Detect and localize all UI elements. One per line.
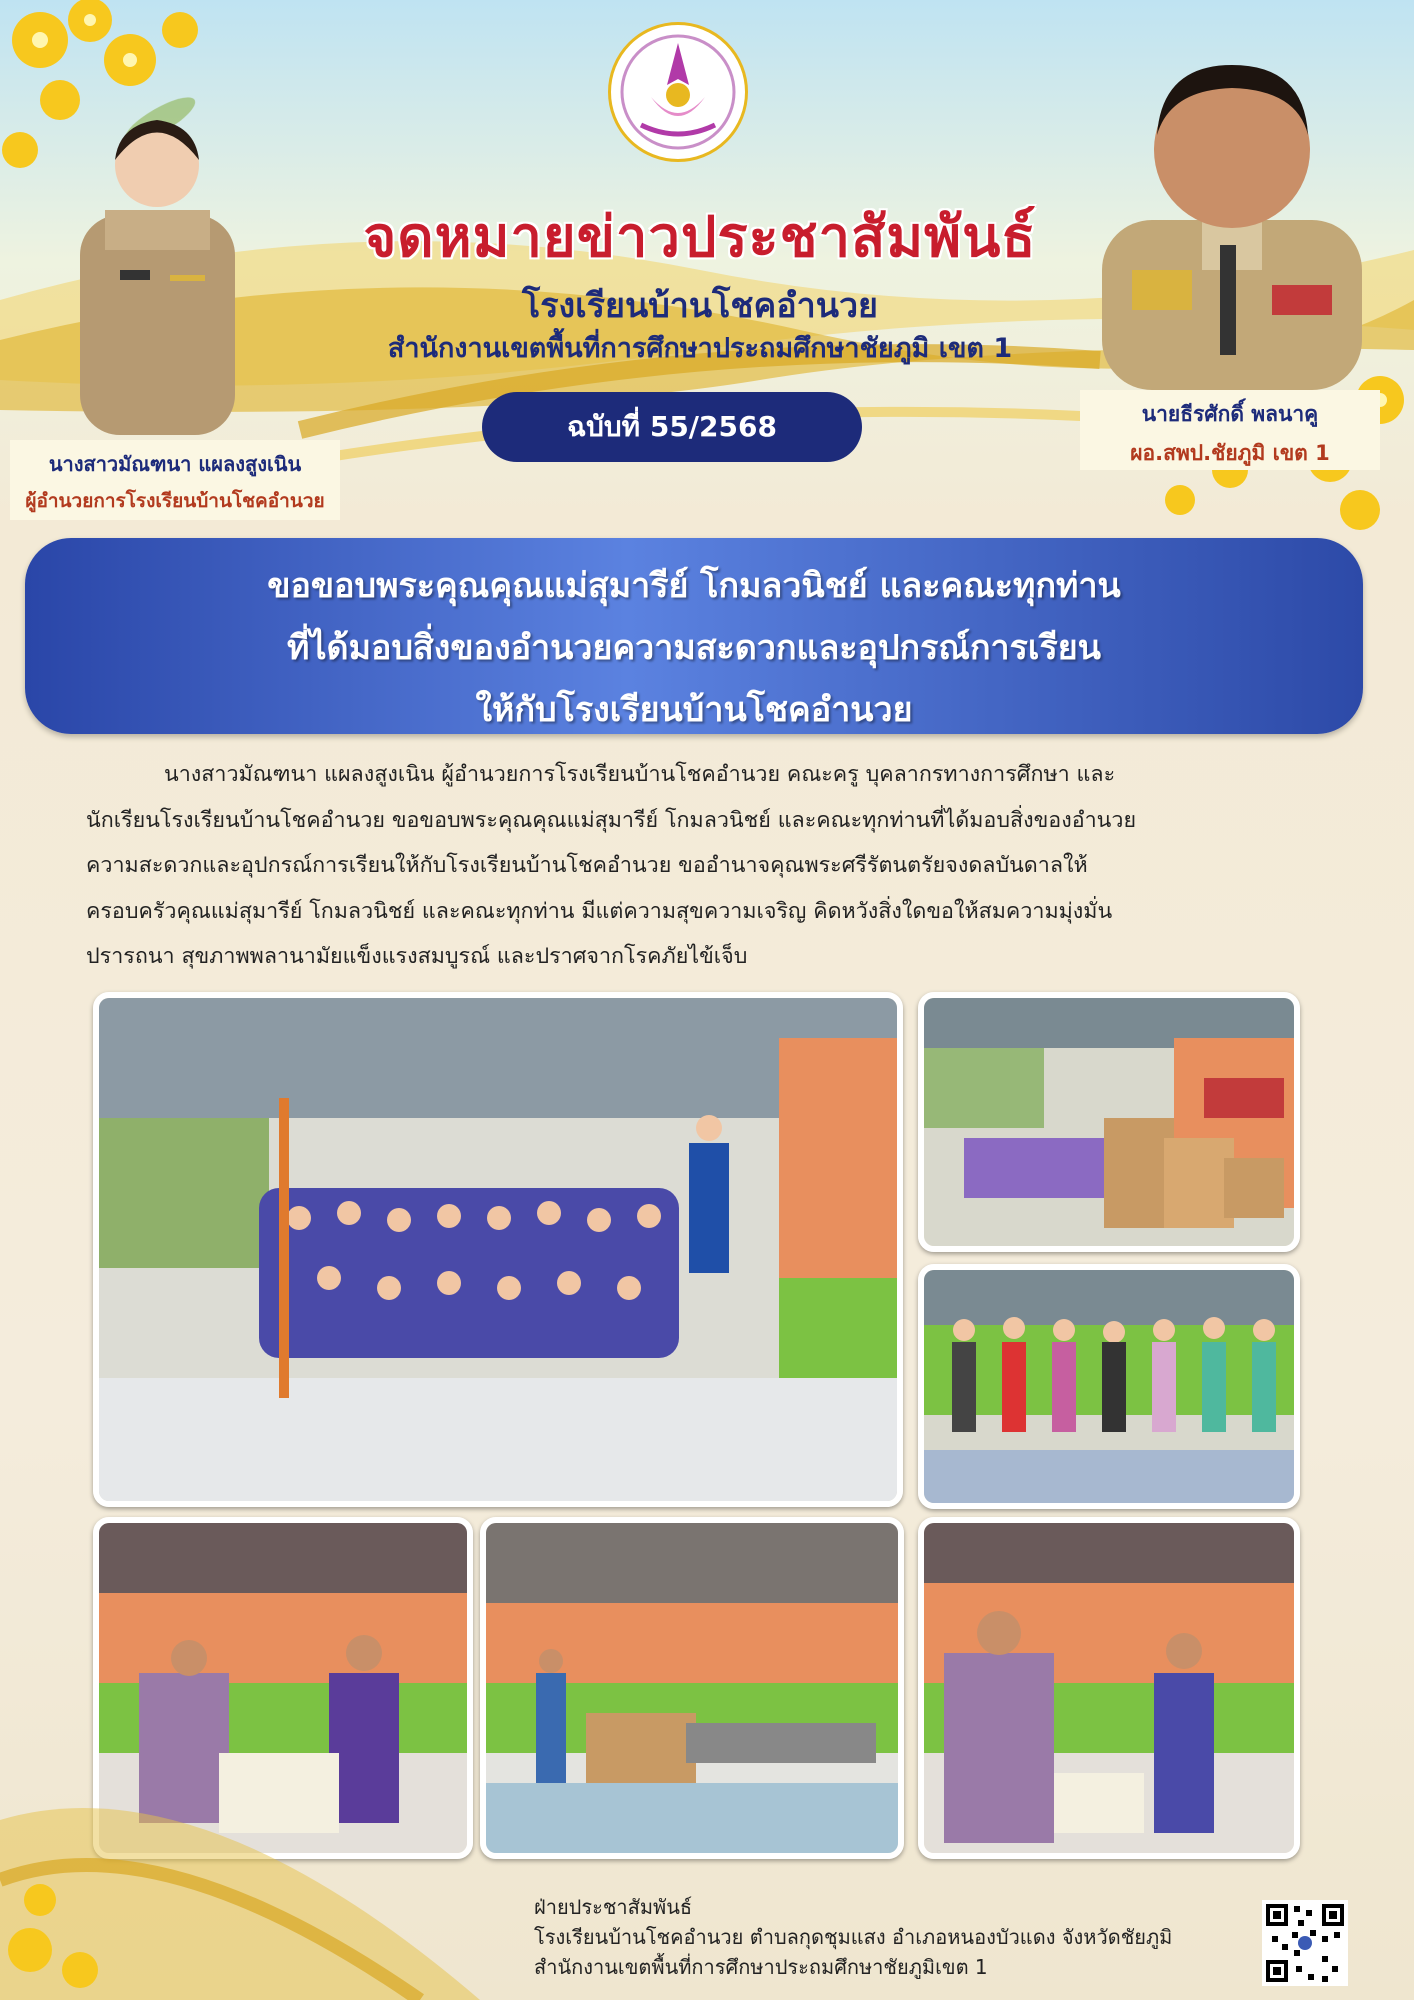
district-director-caption [1080, 390, 1380, 470]
footer-department: ฝ่ายประชาสัมพันธ์ [534, 1895, 693, 1919]
article-line-2: นักเรียนโรงเรียนบ้านโชคอำนวย ขอขอบพระคุณคุณแม่สุมารีย์ โกมลวนิชย์ และคณะทุกท่านที่ได้มอบสิ่งของอำนวย [86, 807, 1137, 833]
qr-code-icon[interactable] [1262, 1900, 1348, 1986]
article-line-1: นางสาวมัณฑนา แผลงสูงเนิน ผู้อำนวยการโรงเรียนบ้านโชคอำนวย คณะครู บุคลากรทางการศึกษา และ [164, 762, 1116, 787]
headline-banner [25, 538, 1363, 734]
school-district-logo [608, 22, 748, 162]
photo-event-hall [480, 1517, 904, 1859]
headline-line-1: ขอขอบพระคุณคุณแม่สุมารีย์ โกมลวนิชย์ และคณะทุกท่าน [267, 566, 1121, 606]
footer-info [534, 1892, 1172, 1982]
article-line-3: ความสะดวกและอุปกรณ์การเรียนให้กับโรงเรียนบ้านโชคอำนวย ขออำนาจคุณพระศรีรัตนตรัยจงดลบันดาลให้ [86, 853, 1088, 878]
photo-donated-items [918, 992, 1300, 1252]
logo-emblem-icon [611, 25, 745, 159]
footer-address: โรงเรียนบ้านโชคอำนวย ตำบลกุดชุมแสง อำเภอหนองบัวแดง จังหวัดชัยภูมิ [534, 1925, 1173, 1949]
footer-office: สำนักงานเขตพื้นที่การศึกษาประถมศึกษาชัยภูมิเขต 1 [534, 1955, 988, 1979]
school-name: โรงเรียนบ้านโชคอำนวย [522, 286, 878, 326]
article-body [86, 752, 1328, 980]
school-director-caption [10, 440, 340, 520]
article-line-5: ปรารถนา สุขภาพพลานามัยแข็งแรงสมบูรณ์ และปราศจากโรคภัยไข้เจ็บ [86, 944, 748, 969]
newsletter-title: จดหมายข่าวประชาสัมพันธ์ [363, 205, 1037, 270]
school-director-position: ผู้อำนวยการโรงเรียนบ้านโชคอำนวย [25, 490, 325, 512]
article-line-4: ครอบครัวคุณแม่สุมารีย์ โกมลวนิชย์ และคณะทุกท่าน มีแต่ความสุขความเจริญ คิดหวังสิ่งใดขอให้สมความมุ่งมั่น [86, 898, 1113, 924]
footer-decoration [0, 1700, 520, 2000]
education-office-name: สำนักงานเขตพื้นที่การศึกษาประถมศึกษาชัยภูมิ เขต 1 [387, 333, 1013, 364]
school-director-photo [45, 95, 270, 435]
district-director-photo [1082, 20, 1382, 390]
issue-number-badge: ฉบับที่ 55/2568 [482, 392, 862, 462]
headline-line-2: ที่ได้มอบสิ่งของอำนวยความสะดวกและอุปกรณ์การเรียน [287, 628, 1101, 668]
photo-giving-snacks-2 [918, 1517, 1300, 1859]
district-director-name: นายธีรศักดิ์ พลนาคู [1141, 402, 1319, 426]
district-director-position: ผอ.สพป.ชัยภูมิ เขต 1 [1130, 441, 1330, 465]
photo-donors-group [918, 1264, 1300, 1509]
school-director-name: นางสาวมัณฑนา แผลงสูงเนิน [48, 452, 302, 476]
headline-line-3: ให้กับโรงเรียนบ้านโชคอำนวย [475, 690, 913, 730]
photo-group-students [93, 992, 903, 1507]
